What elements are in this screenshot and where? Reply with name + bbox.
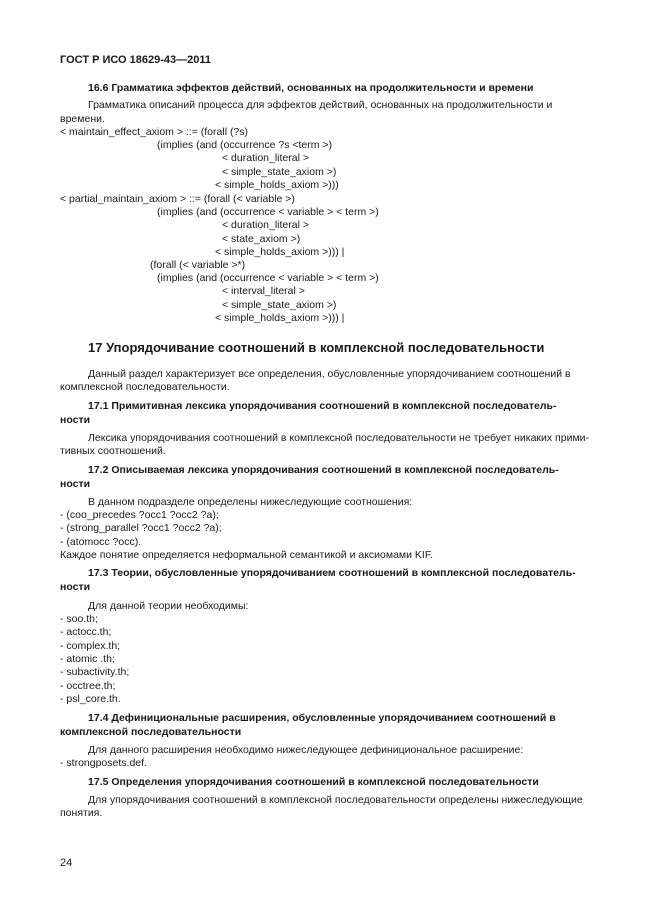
list-item: - (strong_parallel ?occ1 ?occ2 ?a); (60, 522, 222, 534)
section-17-1-heading: 17.1 Примитивная лексика упорядочивания соотношений в комплексной последователь- (88, 400, 557, 412)
section-17-2-note: Каждое понятие определяется неформальной семантикой и аксиомами KIF. (60, 549, 434, 561)
section-17-4-heading: 17.4 Дефинициональные расширения, обусловленные упорядочиванием соотношений в (88, 712, 556, 724)
section-17-5-para: Для упорядочивания соотношений в комплексной последовательности определены нижеследующие (88, 794, 583, 806)
grammar-line: (implies (and (occurrence < variable > < term >) (157, 206, 379, 218)
grammar-line: < simple_state_axiom >) (222, 299, 337, 311)
section-16-6-para: времени. (60, 113, 105, 125)
list-item: - (atomocc ?occ). (60, 536, 142, 548)
section-16-6-heading: 16.6 Грамматика эффектов действий, основанных на продолжительности и времени (88, 82, 534, 94)
section-17-2-heading: ности (60, 478, 91, 490)
section-17-3-heading: 17.3 Теории, обусловленные упорядочиванием соотношений в комплексной последователь- (88, 567, 576, 579)
grammar-line: < partial_maintain_axiom > ::= (forall (< variable >) (60, 193, 295, 205)
section-17-intro: Данный раздел характеризует все определения, обусловленные упорядочиванием соотношений в (88, 368, 571, 380)
grammar-line: (implies (and (occurrence < variable > < term >) (157, 272, 379, 284)
section-17-1-para: Лексика упорядочивания соотношений в комплексной последовательности не требует никаких прими- (88, 432, 590, 444)
section-17-3-heading: ности (60, 581, 91, 593)
list-item: - psl_core.th. (60, 693, 121, 705)
section-17-4-heading: комплексной последовательности (60, 726, 242, 738)
section-17-1-para: тивных соотношений. (60, 445, 166, 457)
list-item: - subactivity.th; (60, 666, 130, 678)
section-17-3-intro: Для данной теории необходимы: (88, 600, 249, 612)
section-17-2-intro: В данном подразделе определены нижеследующие соотношения: (88, 496, 413, 508)
list-item: - occtree.th; (60, 680, 116, 692)
grammar-line: < duration_literal > (222, 219, 309, 231)
page-number: 24 (60, 857, 73, 869)
list-item: - atomic .th; (60, 653, 115, 665)
grammar-line: < state_axiom >) (222, 233, 301, 245)
grammar-line: < simple_holds_axiom >))) | (215, 246, 345, 258)
section-17-1-heading: ности (60, 414, 91, 426)
section-17-4-intro: Для данного расширения необходимо нижеследующее дефинициональное расширение: (88, 744, 524, 756)
grammar-line: < duration_literal > (222, 152, 309, 164)
section-17-5-heading: 17.5 Определения упорядочивания соотношений в комплексной последовательности (88, 776, 539, 788)
section-17-2-heading: 17.2 Описываемая лексика упорядочивания соотношений в комплексной последователь- (88, 464, 559, 476)
grammar-line: < simple_holds_axiom >))) | (215, 312, 345, 324)
list-item: - strongposets.def. (60, 757, 147, 769)
section-17-5-para: понятия. (60, 807, 103, 819)
section-17-heading: 17 Упорядочивание соотношений в комплексной последовательности (88, 340, 545, 355)
list-item: - (coo_precedes ?occ1 ?occ2 ?a); (60, 509, 219, 521)
list-item: - complex.th; (60, 640, 121, 652)
grammar-line: < simple_state_axiom >) (222, 166, 337, 178)
list-item: - soo.th; (60, 613, 98, 625)
section-16-6-para: Грамматика описаний процесса для эффектов действий, основанных на продолжительности и (88, 99, 553, 111)
section-17-intro: комплексной последовательности. (60, 381, 230, 393)
list-item: - actocc.th; (60, 626, 112, 638)
document-code: ГОСТ Р ИСО 18629-43—2011 (60, 54, 212, 66)
grammar-line: < interval_literal > (222, 285, 305, 297)
grammar-line: (implies (and (occurrence ?s <term >) (157, 139, 333, 151)
grammar-line: < maintain_effect_axiom > ::= (forall (?s) (60, 126, 249, 138)
grammar-line: < simple_holds_axiom >))) (215, 179, 339, 191)
grammar-line: (forall (< variable >*) (150, 259, 246, 271)
